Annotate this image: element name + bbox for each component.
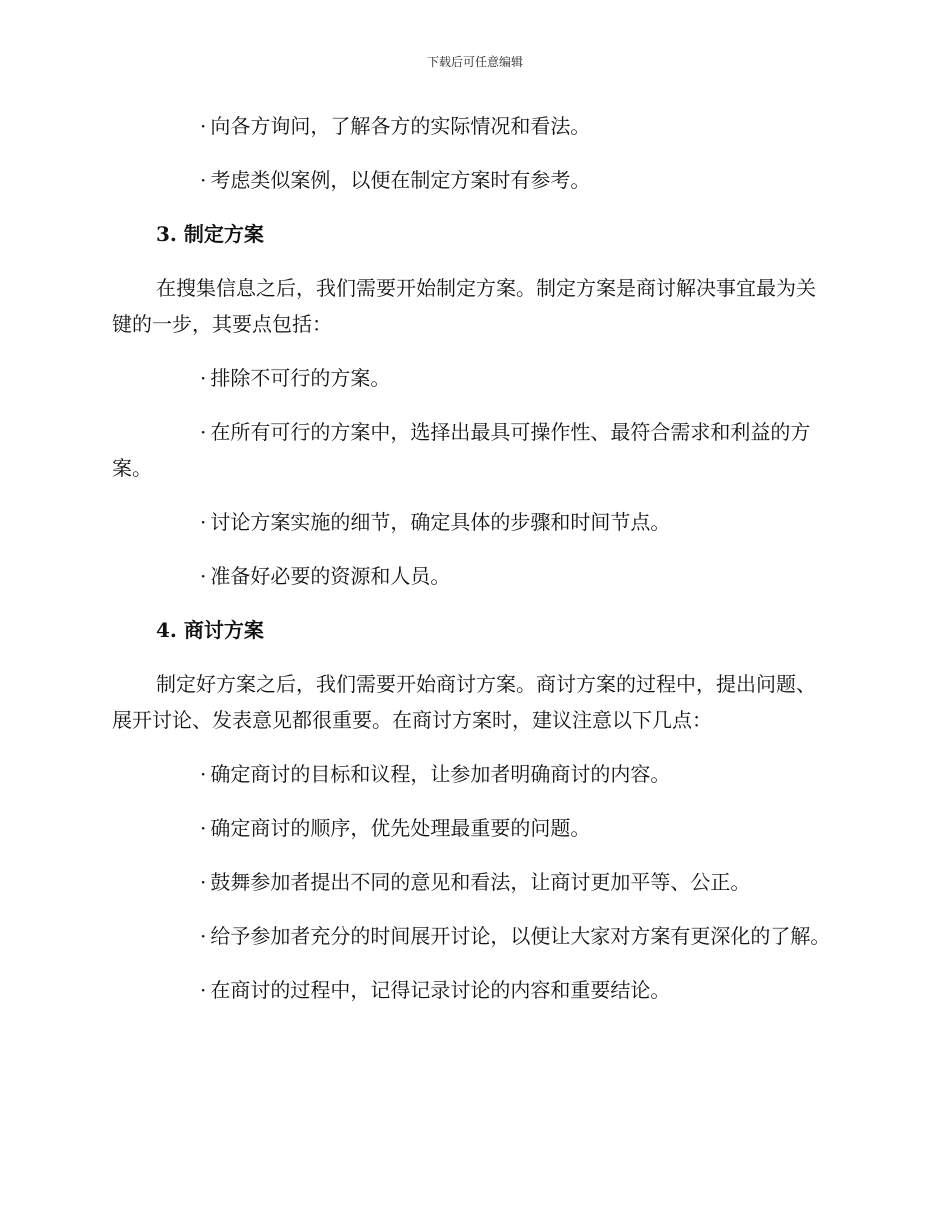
section-heading: 3. 制定方案 — [156, 222, 264, 246]
bullet-dot: · — [200, 870, 207, 894]
bullet-item: · 给予参加者充分的时间展开讨论，以便让大家对方案有更深化的了解。 — [112, 918, 832, 954]
bullet-dot: · — [200, 114, 207, 138]
bullet-dot: · — [200, 924, 207, 948]
bullet-item: · 确定商讨的顺序，优先处理最重要的问题。 — [112, 810, 832, 846]
body-paragraph: 在搜集信息之后，我们需要开始制定方案。制定方案是商讨解决事宜最为关键的一步，其要点包括： — [112, 276, 816, 336]
bullet-dot: · — [200, 168, 207, 192]
bullet-dot: · — [200, 564, 207, 588]
bullet-dot: · — [200, 816, 207, 840]
bullet-dot: · — [200, 366, 207, 390]
body-paragraph: 制定好方案之后，我们需要开始商讨方案。商讨方案的过程中，提出问题、展开讨论、发表意见都很重要。在商讨方案时，建议注意以下几点： — [112, 672, 816, 732]
bullet-dot: · — [200, 762, 207, 786]
bullet-item: · 在所有可行的方案中，选择出最具可操作性、最符合需求和利益的方案。 — [112, 414, 832, 486]
bullet-item: · 向各方询问，了解各方的实际情况和看法。 — [112, 108, 832, 144]
page-header: 下载后可任意编辑 — [426, 55, 523, 69]
bullet-item: · 排除不可行的方案。 — [112, 360, 832, 396]
bullet-dot: · — [200, 978, 207, 1002]
bullet-dot: · — [200, 420, 207, 444]
document-body — [112, 108, 832, 1026]
bullet-item: · 讨论方案实施的细节，确定具体的步骤和时间节点。 — [112, 504, 832, 540]
section-heading: 4. 商讨方案 — [156, 618, 264, 642]
bullet-item: · 鼓舞参加者提出不同的意见和看法，让商讨更加平等、公正。 — [112, 864, 832, 900]
bullet-item: · 在商讨的过程中，记得记录讨论的内容和重要结论。 — [112, 972, 832, 1008]
bullet-item: · 考虑类似案例，以便在制定方案时有参考。 — [112, 162, 832, 198]
bullet-item: · 准备好必要的资源和人员。 — [112, 558, 832, 594]
bullet-dot: · — [200, 510, 207, 534]
bullet-item: · 确定商讨的目标和议程，让参加者明确商讨的内容。 — [112, 756, 832, 792]
